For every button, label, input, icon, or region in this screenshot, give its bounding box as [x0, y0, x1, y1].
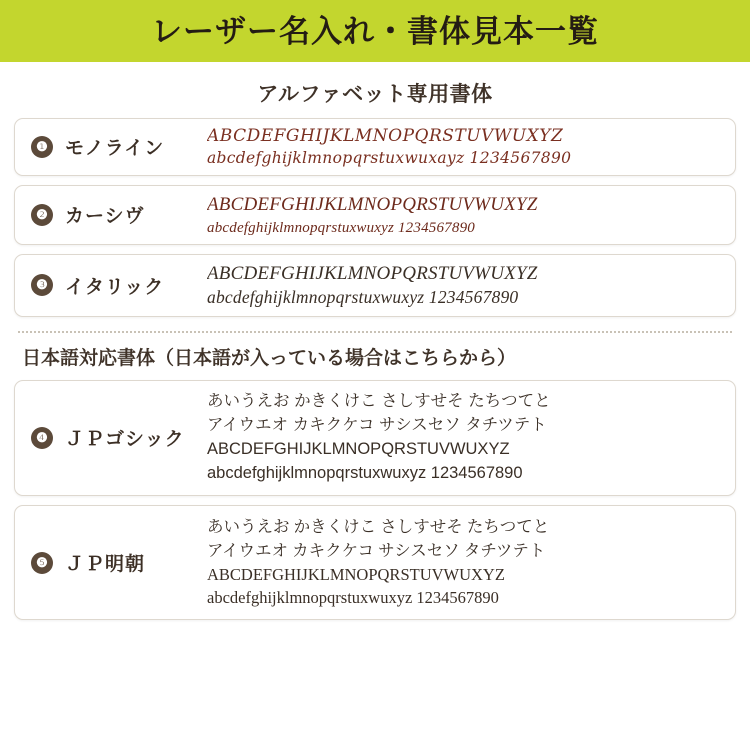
font-name: ＪＰゴシック: [65, 429, 185, 451]
sample-line-hiragana: あいうえお かきくけこ さしすせそ たちつてと: [207, 516, 550, 536]
section-title-alphabet: アルファベット専用書体: [257, 83, 493, 106]
sample-line-katakana: アイウエオ カキクケコ サシスセソ タチツテト: [207, 415, 547, 434]
list-item[interactable]: [14, 380, 736, 496]
font-label: [25, 201, 207, 228]
sample-line-uppercase: ABCDEFGHIJKLMNOPQRSTUVWUXYZ: [207, 262, 538, 284]
font-label: [25, 133, 207, 160]
sample-line-lowercase: abcdefghijklmnopqrstuxwuxyz 1234567890: [207, 219, 475, 236]
sample-line-uppercase: ABCDEFGHIJKLMNOPQRSTUVWUXYZ: [207, 193, 538, 215]
font-name: イタリック: [65, 276, 165, 298]
sample-line-lowercase: abcdefghijklmnopqrstuxwuxyz 1234567890: [207, 463, 523, 482]
font-sample: [207, 515, 725, 611]
sample-line-lowercase: abcdefghijklmnopqrstuxwuxyz 1234567890: [207, 287, 519, 308]
sample-line-katakana: アイウエオ カキクケコ サシスセソ タチツテト: [207, 540, 546, 560]
page-title: レーザー名入れ・書体見本一覧: [151, 13, 599, 49]
number-badge: ❸: [31, 274, 53, 296]
alphabet-font-list: [0, 118, 750, 317]
sample-line-uppercase: ABCDEFGHIJKLMNOPQRSTUVWUXYZ: [207, 439, 510, 458]
list-item[interactable]: [14, 505, 736, 621]
number-badge: ❹: [31, 427, 53, 449]
sample-line-hiragana: あいうえお かきくけこ さしすせそ たちつてと: [207, 392, 551, 411]
sample-line-lowercase: abcdefghijklmnopqrstuxwuxayz 1234567890: [207, 148, 572, 167]
list-item[interactable]: [14, 185, 736, 245]
sample-line-uppercase: ABCDEFGHIJKLMNOPQRSTUVWUXYZ: [207, 126, 564, 146]
font-name: ＪＰ明朝: [65, 554, 146, 576]
list-item[interactable]: [14, 254, 736, 317]
section-divider: [18, 331, 732, 333]
page-header: [0, 0, 750, 62]
font-sample: [207, 261, 725, 310]
font-sample: [207, 125, 725, 169]
font-name: モノライン: [65, 138, 165, 160]
font-name: カーシヴ: [65, 206, 145, 228]
number-badge: ❺: [31, 552, 53, 574]
japanese-font-list: [0, 380, 750, 620]
sample-line-lowercase: abcdefghijklmnopqrstuxwuxyz 1234567890: [207, 588, 499, 608]
font-sample: [207, 390, 725, 486]
number-badge: ❶: [31, 136, 53, 158]
number-badge: ❷: [31, 204, 53, 226]
font-label: [25, 424, 207, 451]
sample-line-uppercase: ABCDEFGHIJKLMNOPQRSTUVWUXYZ: [207, 564, 505, 584]
font-sample: [207, 192, 725, 238]
section-title-japanese: 日本語対応書体（日本語が入っている場合はこちらから）: [22, 348, 517, 370]
list-item[interactable]: [14, 118, 736, 176]
font-label: [25, 272, 207, 299]
font-label: [25, 549, 207, 576]
